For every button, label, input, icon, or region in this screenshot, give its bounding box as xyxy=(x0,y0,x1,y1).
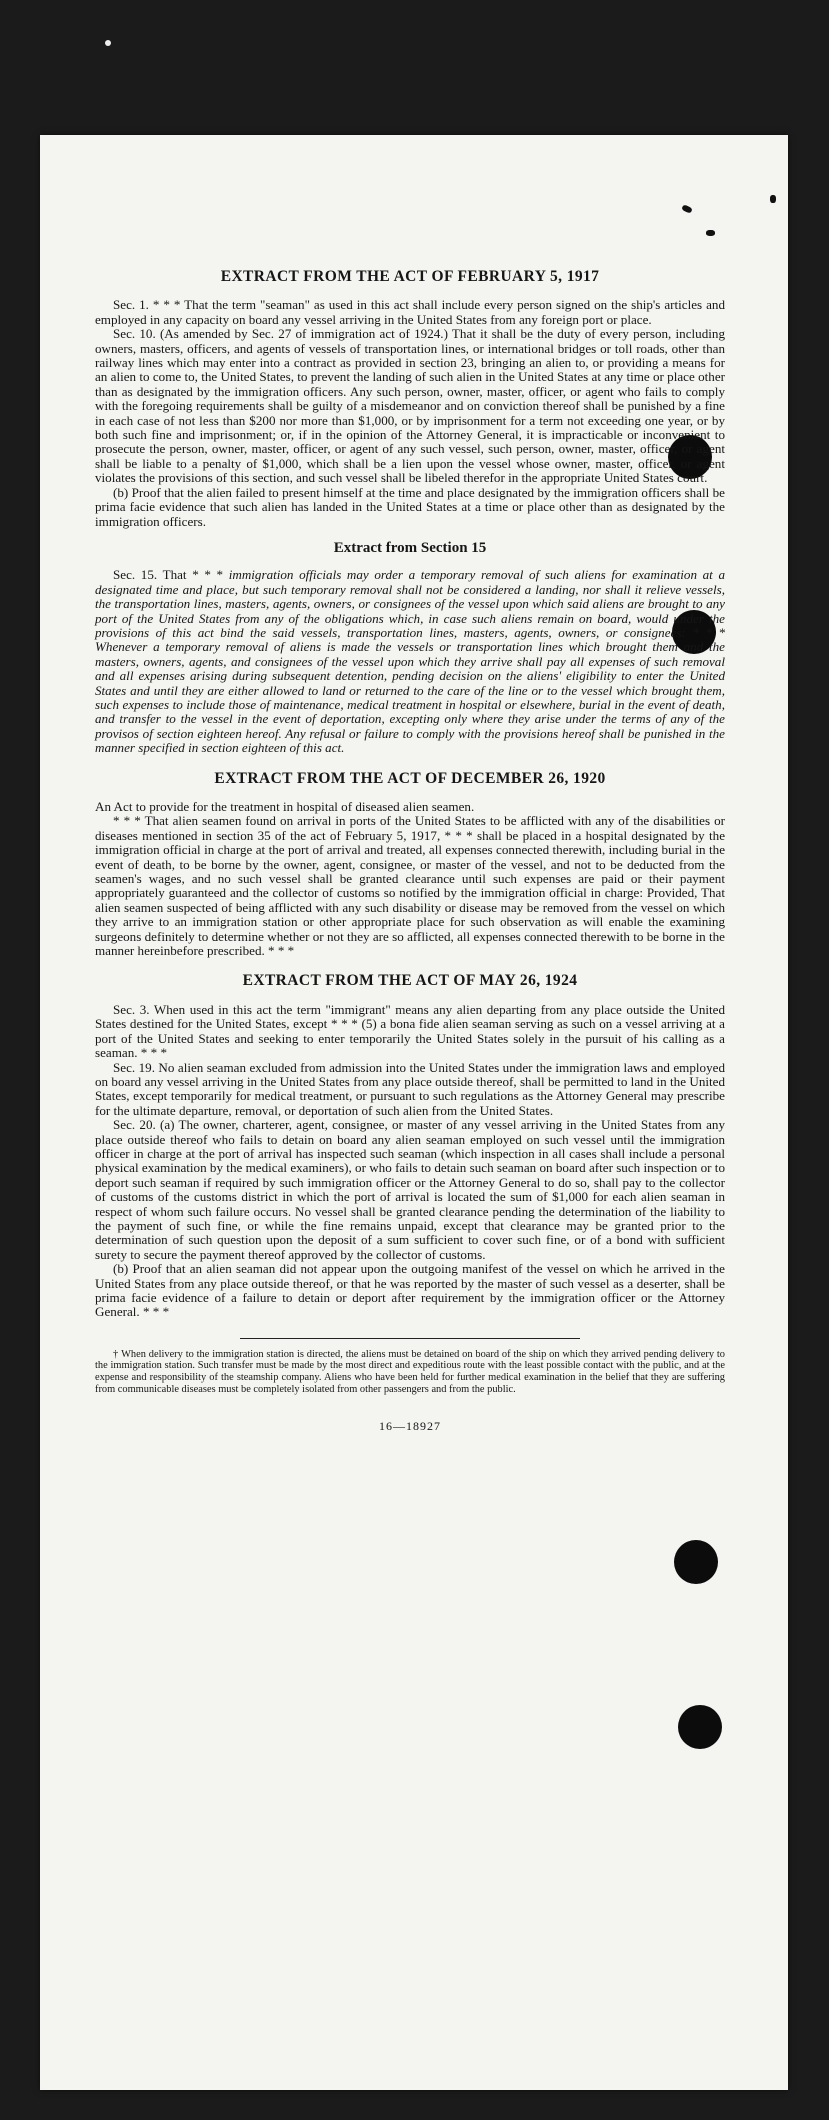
section-3: Sec. 3. When used in this act the term "immigrant" means any alien departing from any place outside the United States destined for the United States, except * * * (5) a bona fide alien seaman serving as such on a vessel arriving at a port of the United States and seeking to enter temporarily the United States solely in the pursuit of his calling as a seaman. * * * xyxy=(95,1001,725,1061)
section-1: Sec. 1. * * * That the term "seaman" as used in this act shall include every person signed on the ship's articles and employed in any capacity on board any vessel arriving in the United States from any foreign port or place. xyxy=(95,297,725,327)
punch-hole xyxy=(674,1540,718,1584)
heading-act-1920: EXTRACT FROM THE ACT OF DECEMBER 26, 1920 xyxy=(214,769,606,787)
section-15 xyxy=(95,568,725,755)
dust-speck xyxy=(105,40,111,46)
page-number: 16—18927 xyxy=(379,1419,441,1434)
punch-hole xyxy=(678,1705,722,1749)
divider xyxy=(240,1338,580,1339)
section-20b: (b) Proof that an alien seaman did not appear upon the outgoing manifest of the vessel on which he arrived in the United States from any place outside thereof, or that he was reported by the master of such vessel as a deserter, shall be prima facie evidence of a failure to detain or deport after requirement by the immigration officer or the Attorney General. * * * xyxy=(95,1261,725,1320)
footnote-text: † When delivery to the immigration station is directed, the aliens must be detained on board of the ship on which they arrived pending delivery to the immigration station. Such transfer must be made by the most direct and expeditious route with the least possible contact with the public, and at the expense and responsibility of the steamship company. Aliens who have been held for further medical examination in the belief that they are suffering from communicable diseases must be completely isolated from other passengers and from the public. xyxy=(95,1348,725,1395)
section-10b: (b) Proof that the alien failed to present himself at the time and place designated by the immigration officers shall be prima facie evidence that such alien has landed in the United States at a time or place other than as designated by the immigration officers. xyxy=(95,484,725,529)
act-1920-body: * * * That alien seamen found on arrival in ports of the United States to be afflicted with any of the disabilities or diseases mentioned in section 35 of the act of February 5, 1917, * * * shall be placed in a hospital designated by the immigration official in charge at the port of arrival and treated, all expenses connected therewith, including burial in the event of death, to be borne by the owner, agent, consignee, or master of the vessel, and not to be deducted from the seamen's wages, and no such vessel shall be granted clearance until such expenses are paid or their payment appropriately guaranteed and the collector of customs so notified by the immigration official in charge: Provided, That alien seamen suspected of being afflicted with any such disability or disease may be removed from the vessel on which they arrive to an immigration station or other appropriate place for such observation as will enable the examining surgeons definitely to determine whether or not they are so afflicted, all expenses connected therewith to be borne in the manner hereinbefore prescribed. * * * xyxy=(95,813,725,959)
heading-act-1924: EXTRACT FROM THE ACT OF MAY 26, 1924 xyxy=(242,972,578,990)
section-15-lead: Sec. 15. That * * * xyxy=(113,567,229,583)
heading-section-15: Extract from Section 15 xyxy=(333,539,487,556)
footnote xyxy=(95,1349,725,1395)
section-20a: Sec. 20. (a) The owner, charterer, agent, consignee, or master of any vessel arriving in the United States from any place outside thereof who fails to detain on board any alien seaman employed on such vessel until the immigration officer in charge at the port of arrival has inspected such seaman (which inspection in all cases shall include a personal physical examination by the medical examiners), or who fails to detain such seaman on board after such inspection or to deport such seaman if required by such immigration officer or the Attorney General to do so, shall pay to the collector of customs of the customs district in which the port of arrival is located the sum of $1,000 for each alien seaman in respect of whom such failure occurs. No vessel shall be granted clearance pending the determination of the liability to the payment of such fine, or while the fine remains unpaid, except that clearance may be granted prior to the determination of such question upon the deposit of a sum sufficient to cover such fine, or of a bond with sufficient surety to secure the payment thereof approved by the collector of customs. xyxy=(95,1117,725,1262)
ink-mark xyxy=(770,195,776,203)
section-19: Sec. 19. No alien seaman excluded from admission into the United States under the immigration laws and employed on board any vessel arriving in the United States from any place outside thereof, shall be permitted to land in the United States, except temporarily for medical treatment, or pursuant to such regulations as the Attorney General may prescribe for the ultimate departure, removal, or deportation of such alien from the United States. xyxy=(95,1059,725,1118)
act-1920-intro: An Act to provide for the treatment in hospital of diseased alien seamen. xyxy=(95,799,475,814)
heading-act-1917: EXTRACT FROM THE ACT OF FEBRUARY 5, 1917 xyxy=(220,268,600,285)
document-body xyxy=(95,270,725,1434)
section-10: Sec. 10. (As amended by Sec. 27 of immigration act of 1924.) That it shall be the duty of every person, including owners, masters, officers, and agents of vessels of transportation lines, or international bridges or toll roads, other than railway lines which may enter into a contract as provided in section 23, bringing an alien to, or providing a means for an alien to come to, the United States, to prevent the landing of such alien in the United States at any time or place other than as designated by the immigration officers. Any such person, owner, master, officer, or agent who fails to comply with the foregoing requirements shall be guilty of a misdemeanor and on conviction thereof shall be punished by a fine in each case of not less than $200 nor more than $1,000, or by imprisonment for a term not exceeding one year, or by both such fine and imprisonment; or, if in the opinion of the Attorney General, it is impracticable or inconvenient to prosecute the person, owner, master, officer, or agent of any such vessel, such person, owner, master, officer, or agent shall be liable to a penalty of $1,000, which shall be a lien upon the vessel whose owner, master, officer, or agent violates the provisions of this section, and such vessel shall be libeled therefor in the appropriate United States court. xyxy=(95,326,725,486)
ink-mark xyxy=(706,230,715,236)
section-15-body: immigration officials may order a temporary removal of such aliens for examination at a designated time and place, but such temporary removal shall not be considered a landing, nor shall it relieve vessels, the transportation lines, masters, agents, owners, or consignees of the vessel upon which said aliens are brought to any port of the United States from any of the obligations which, in case such aliens remain on board, would under the provisions of this act bind the said vessels, transportation lines, masters, agents, owners, or consignees: * * * Whenever a temporary removal of aliens is made the vessels or transportation lines which brought them and the masters, owners, agents, and consignees of the vessel upon which they arrive shall pay all expenses of such removal and all expenses arising during subsequent detention, pending decision on the aliens' eligibility to enter the United States and until they are either allowed to land or returned to the care of the line or to the vessel which brought them, such expenses to include those of maintenance, medical treatment in hospital or elsewhere, burial in the event of death, and transfer to the vessel in the event of deportation, excepting only where they arise under the terms of any of the provisos of section eighteen hereof. Any refusal or failure to comply with the provisions hereof shall be punished in the manner specified in section eighteen of this act. xyxy=(95,567,725,756)
